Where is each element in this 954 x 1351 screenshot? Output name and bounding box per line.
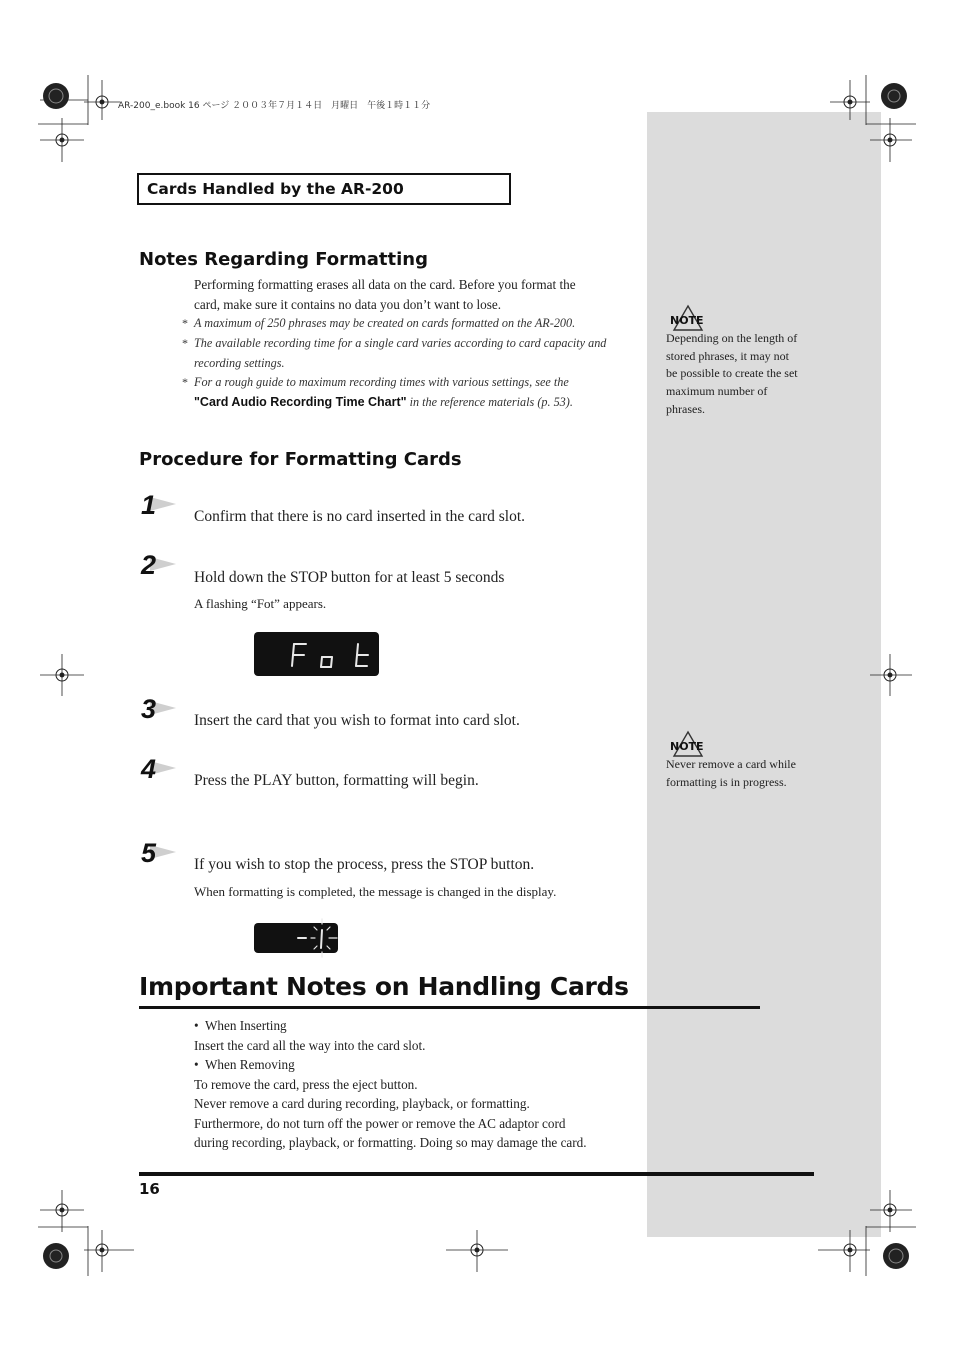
handling-notes <box>194 1016 587 1153</box>
step-subtext: When formatting is completed, the message is changed in the display. <box>194 884 557 899</box>
procedure-heading: Procedure for Formatting Cards <box>139 449 462 470</box>
list-item: Never remove a card during recording, playback, or formatting. <box>194 1096 530 1111</box>
step-number: 5 <box>141 838 157 868</box>
note-star: * <box>182 375 188 389</box>
note-line: phrases. <box>666 401 705 416</box>
note-line: stored phrases, it may not <box>666 348 789 363</box>
intro-line: Performing formatting erases all data on the card. Before you format the <box>194 277 576 292</box>
chart-reference: "Card Audio Recording Time Chart" <box>194 394 407 409</box>
note-line: The available recording time for a single card varies according to card capacity and <box>194 336 607 350</box>
footer-rule <box>139 1172 814 1176</box>
note-icon <box>668 730 708 758</box>
formatting-notes-heading: Notes Regarding Formatting <box>139 249 429 270</box>
step-text: Confirm that there is no card inserted in the card slot. <box>194 508 526 525</box>
list-item: To remove the card, press the eject button. <box>194 1076 418 1092</box>
lcd-display-fot <box>254 632 379 676</box>
note-line: be possible to create the set <box>666 366 798 381</box>
sidebar-note-1 <box>666 330 798 419</box>
step-number: 1 <box>141 490 157 520</box>
step-text: If you wish to stop the process, press the STOP button. <box>194 856 535 873</box>
format-note-1: A maximum of 250 phrases may be created on cards formatted on the AR-200. <box>194 316 576 330</box>
intro-line: card, make sure it contains no data you don’t want to lose. <box>194 296 502 312</box>
format-note-2 <box>194 334 606 373</box>
step-number: 2 <box>141 550 157 580</box>
note-icon <box>668 304 708 332</box>
step-number: 4 <box>141 754 157 784</box>
note-line: Never remove a card while <box>666 757 796 771</box>
handling-heading: Important Notes on Handling Cards <box>139 972 629 1001</box>
step-number: 3 <box>141 694 157 724</box>
lcd-segments <box>254 632 379 676</box>
note-star: * <box>182 336 188 350</box>
step-text: Press the PLAY button, formatting will begin. <box>194 772 479 789</box>
note-label: NOTE <box>670 740 704 753</box>
format-note-3 <box>194 373 573 412</box>
note-label: NOTE <box>670 314 704 327</box>
section-tab-label: Cards Handled by the AR-200 <box>147 180 404 198</box>
note-star: * <box>182 316 188 330</box>
step-text: Insert the card that you wish to format into card slot. <box>194 712 520 729</box>
list-item: Furthermore, do not turn off the power or remove the AC adaptor cord <box>194 1115 566 1131</box>
bullet: • <box>194 1018 199 1033</box>
note-line: formatting is in progress. <box>666 774 787 789</box>
sidebar-note-2 <box>666 756 796 791</box>
list-item: during recording, playback, or formatting. Doing so may damage the card. <box>194 1135 587 1150</box>
note-line: maximum number of <box>666 384 768 399</box>
bullet: • <box>194 1057 199 1072</box>
list-item: Insert the card all the way into the card slot. <box>194 1037 426 1053</box>
note-line: Depending on the length of <box>666 331 798 345</box>
print-header: AR-200_e.book 16 ページ ２００３年７月１４日 月曜日 午後１時１１分 <box>118 101 431 111</box>
lcd-segments <box>254 921 344 955</box>
section-tab <box>137 173 511 205</box>
list-item: When Inserting <box>204 1018 287 1033</box>
note-line: recording settings. <box>194 355 285 370</box>
step-text: Hold down the STOP button for at least 5 seconds <box>194 569 505 586</box>
note-line: in the reference materials (p. 53). <box>406 394 573 409</box>
page-number: 16 <box>139 1180 160 1198</box>
note-line: For a rough guide to maximum recording times with various settings, see the <box>194 375 569 389</box>
lcd-display-done <box>254 923 338 953</box>
step-subtext: A flashing “Fot” appears. <box>194 596 327 611</box>
formatting-intro <box>194 275 576 314</box>
heading-rule <box>139 1006 760 1009</box>
list-item: When Removing <box>204 1057 295 1072</box>
